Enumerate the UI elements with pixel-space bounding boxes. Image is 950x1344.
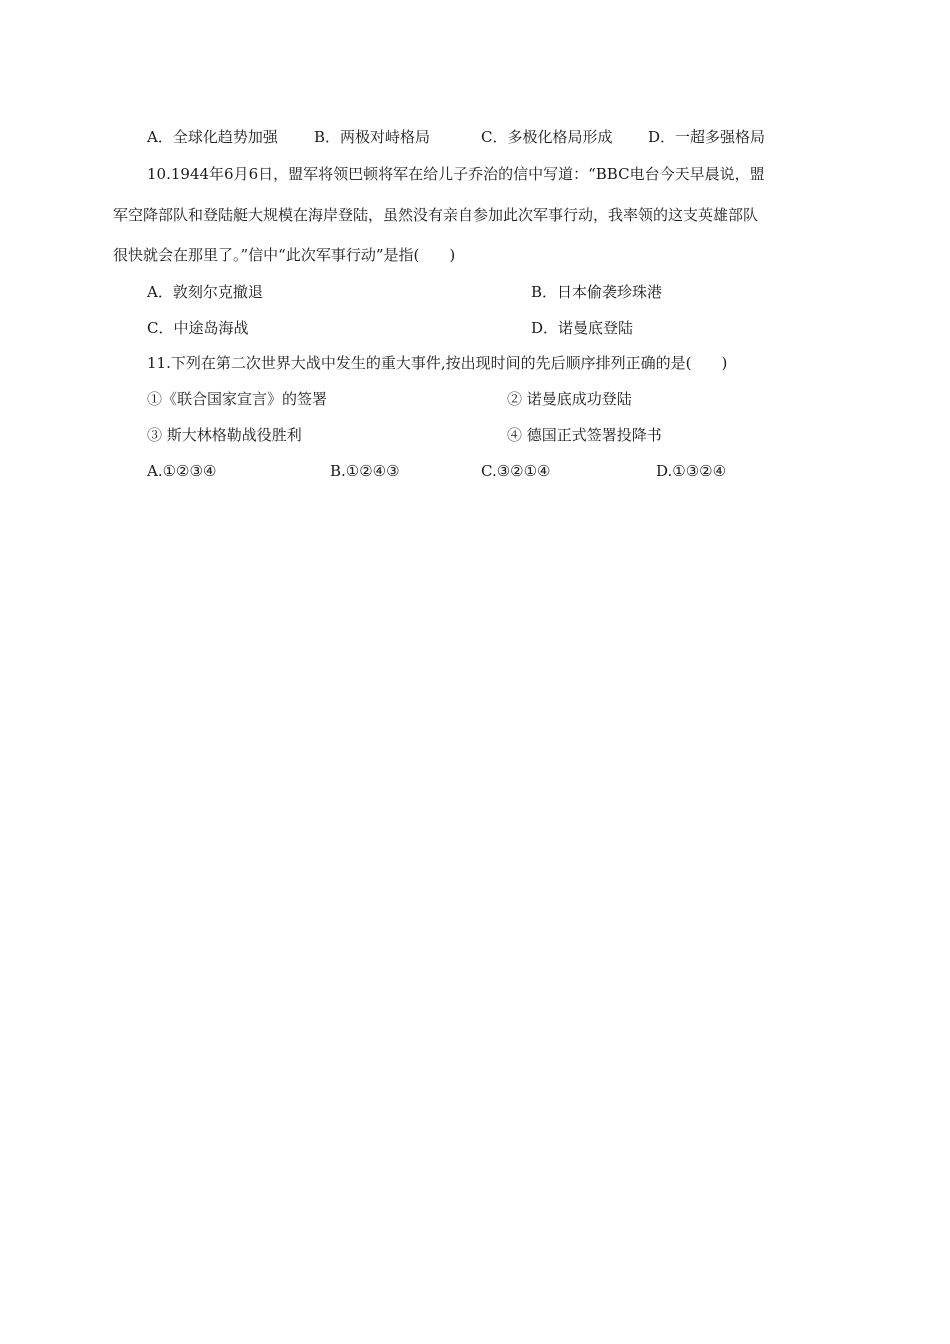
q11-event-3: ③ 斯大林格勒战役胜利 xyxy=(147,426,302,444)
q10-stem-line-2: 军空降部队和登陆艇大规模在海岸登陆，虽然没有亲自参加此次军事行动，我率领的这支英雄部队 xyxy=(113,206,759,224)
q11-event-2: ② 诺曼底成功登陆 xyxy=(507,390,632,408)
q9-option-d: D．一超多强格局 xyxy=(648,128,766,146)
q10-option-b: B．日本偷袭珍珠港 xyxy=(531,283,663,301)
q11-event-4: ④ 德国正式签署投降书 xyxy=(507,426,662,444)
q11-stem: 11.下列在第二次世界大战中发生的重大事件,按出现时间的先后顺序排列正确的是( ) xyxy=(147,354,728,372)
q11-option-a: A.①②③④ xyxy=(147,462,217,480)
q10-stem-line-3: 很快就会在那里了。”信中“此次军事行动”是指( ) xyxy=(113,246,456,264)
q10-stem-line-1: 10.1944年6月6日，盟军将领巴顿将军在给儿子乔治的信中写道：“BBC电台今天早晨说，盟 xyxy=(147,165,765,183)
q9-option-a: A．全球化趋势加强 xyxy=(147,128,278,146)
q10-option-c: C．中途岛海战 xyxy=(147,319,249,337)
q11-option-b: B.①②④③ xyxy=(330,462,400,480)
q9-option-b: B．两极对峙格局 xyxy=(314,128,431,146)
q9-option-c: C．多极化格局形成 xyxy=(481,128,613,146)
q11-option-d: D.①③②④ xyxy=(656,462,727,480)
q10-option-a: A．敦刻尔克撤退 xyxy=(147,283,263,301)
q11-option-c: C.③②①④ xyxy=(481,462,551,480)
q10-option-d: D．诺曼底登陆 xyxy=(531,319,634,337)
q11-event-1: ①《联合国家宣言》的签署 xyxy=(147,390,328,408)
